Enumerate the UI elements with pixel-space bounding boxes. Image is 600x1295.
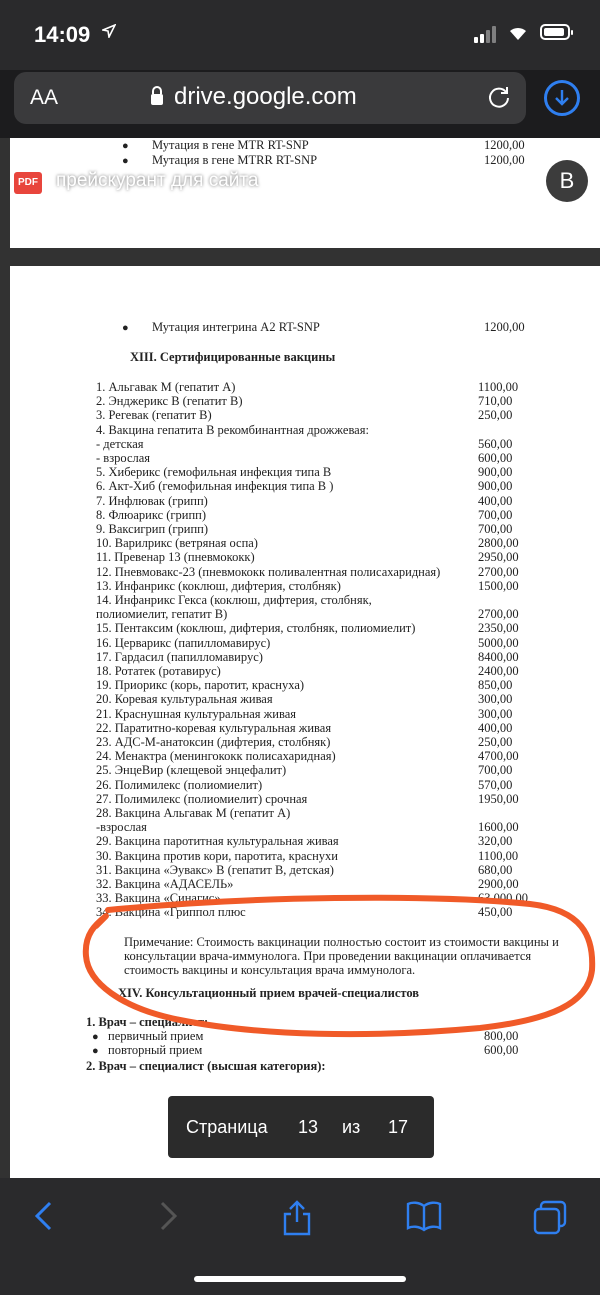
list-item-price: 1200,00 <box>484 153 525 167</box>
more-options-icon[interactable] <box>496 168 506 203</box>
url-text[interactable]: drive.google.com <box>174 83 357 110</box>
page-separator: из <box>342 1117 361 1137</box>
vaccine-price: 1600,00 <box>478 820 519 835</box>
list-item-label: повторный прием <box>108 1043 203 1057</box>
vaccine-label: 19. Приорикс (корь, паротит, краснуха) <box>96 678 305 693</box>
vaccine-label: полиомиелит, гепатит В) <box>96 607 228 622</box>
clock: 14:09 <box>34 22 91 47</box>
vaccine-label: 5. Хиберикс (гемофильная инфекция типа В <box>96 465 332 480</box>
vaccine-price: 710,00 <box>478 394 513 409</box>
vaccine-price: 560,00 <box>478 436 513 451</box>
vaccine-price: 2700,00 <box>478 607 519 622</box>
downloads-button[interactable] <box>544 80 580 116</box>
vaccine-price: 1950,00 <box>478 791 519 806</box>
vaccine-label: 23. АДС-М-анатоксин (дифтерия, столбняк) <box>96 735 331 749</box>
vaccine-price: 2350,00 <box>478 621 519 636</box>
forward-icon[interactable] <box>158 1200 180 1237</box>
vaccine-label: 32. Вакцина «АДАСЕЛЬ» <box>96 877 234 891</box>
list-item-price: 600,00 <box>484 1043 519 1057</box>
bullet: ● <box>122 155 129 167</box>
home-indicator <box>194 1276 406 1282</box>
vaccine-price: 900,00 <box>478 465 513 480</box>
vaccine-price: 250,00 <box>478 408 513 423</box>
vaccine-price: 1500,00 <box>478 578 519 593</box>
vaccine-label: 15. Пентаксим (коклюш, дифтерия, столбняк, полиомиелит) <box>96 621 416 636</box>
vaccine-price: 2950,00 <box>478 550 519 565</box>
vaccine-label: 7. Инфлювак (грипп) <box>96 493 208 508</box>
section-title: XIII. Сертифицированные вакцины <box>130 350 336 364</box>
vaccine-price: 680,00 <box>478 862 513 877</box>
page-label: Страница <box>186 1117 268 1137</box>
vaccine-price: 2400,00 <box>478 664 519 678</box>
vaccine-label: 10. Варилрикс (ветряная оспа) <box>96 536 258 551</box>
wifi-icon <box>506 22 530 47</box>
vaccine-label: 13. Инфанрикс (коклюш, дифтерия, столбняк) <box>96 578 341 593</box>
vaccine-label: 3. Регевак (гепатит В) <box>96 408 212 423</box>
vaccine-price: 1100,00 <box>478 848 519 863</box>
vaccine-label: 11. Превенар 13 (пневмококк) <box>96 550 255 565</box>
vaccine-price: 63 000,00 <box>478 891 528 906</box>
location-arrow-icon <box>102 24 116 42</box>
vaccine-label: 8. Флюарикс (грипп) <box>96 507 207 522</box>
vaccine-label: 18. Ротатек (ротавирус) <box>96 664 221 678</box>
vaccine-price: 4700,00 <box>478 749 519 764</box>
bullet: ● <box>92 1045 99 1057</box>
lock-icon <box>150 85 164 97</box>
bullet: ● <box>122 322 129 334</box>
share-icon[interactable] <box>282 1200 312 1241</box>
note-line: Примечание: Стоимость вакцинации полностью состоит из стоимости вакцины и <box>124 935 559 949</box>
list-item-label: Мутация в гене MTR RT-SNP <box>152 138 309 152</box>
vaccine-label: 2. Энджерикс В (гепатит В) <box>96 394 243 409</box>
vaccine-label: 25. ЭнцеВир (клещевой энцефалит) <box>96 763 287 778</box>
pdf-page <box>10 266 600 1178</box>
vaccine-price: 300,00 <box>478 692 513 707</box>
pdf-file-icon: PDF <box>14 172 42 194</box>
cellular-signal-icon <box>474 25 498 43</box>
vaccine-price: 320,00 <box>478 834 513 849</box>
bullet: ● <box>92 1031 99 1043</box>
vaccine-price: 2900,00 <box>478 877 519 891</box>
section-title: XIV. Консультационный прием врачей-специалистов <box>118 986 420 1000</box>
annotation-circle <box>10 886 600 1086</box>
vaccine-label: 20. Коревая культуральная живая <box>96 692 273 707</box>
specialist-heading: 2. Врач – специалист (высшая категория): <box>86 1059 326 1073</box>
vaccine-label: 33. Вакцина «Синагис» <box>96 891 221 906</box>
vaccine-label: -взрослая <box>96 820 147 835</box>
vaccine-label: 26. Полимилекс (полиомиелит) <box>96 777 263 792</box>
list-item-label: Мутация в гене MTRR RT-SNP <box>152 153 318 167</box>
vaccine-label: 9. Ваксигрип (грипп) <box>96 522 209 536</box>
bullet: ● <box>122 140 129 152</box>
page-indicator <box>168 1096 434 1158</box>
vaccine-price: 850,00 <box>478 678 513 693</box>
battery-icon <box>540 24 570 40</box>
list-item-label: первичный прием <box>108 1029 204 1043</box>
vaccine-price: 400,00 <box>478 720 513 735</box>
vaccine-price: 250,00 <box>478 735 513 749</box>
vaccine-label: 24. Менактра (менингококк полисахаридная) <box>96 749 336 764</box>
vaccine-price: 600,00 <box>478 451 513 465</box>
vaccine-label: 28. Вакцина Альгавак М (гепатит А) <box>96 806 291 820</box>
vaccine-label: 22. Паратитно-коревая культуральная живая <box>96 720 332 735</box>
current-page: 13 <box>298 1117 319 1137</box>
vaccine-label: 31. Вакцина «Эувакс» В (гепатит В, детская) <box>96 862 334 877</box>
vaccine-price: 570,00 <box>478 777 513 792</box>
text-size-button[interactable]: AA <box>30 86 59 109</box>
vaccine-price: 2800,00 <box>478 536 519 551</box>
list-item-label: Мутация интегрина А2 RT-SNP <box>152 320 320 334</box>
status-bar <box>0 0 600 70</box>
tabs-icon[interactable] <box>532 1200 568 1241</box>
vaccine-price: 1100,00 <box>478 380 519 394</box>
vaccine-label: 30. Вакцина против кори, паротита, краснухи <box>96 848 338 863</box>
address-bar[interactable] <box>14 72 526 124</box>
list-item-price: 1200,00 <box>484 138 525 152</box>
vaccine-label: 29. Вакцина паротитная культуральная живая <box>96 834 339 849</box>
note-line: консультации врача-иммунолога. При проведении вакцинации оплачивается <box>124 949 532 963</box>
vaccine-label: 12. Пневмовакс-23 (пневмококк поливалентная полисахаридная) <box>96 564 441 579</box>
list-item-price: 800,00 <box>484 1029 519 1043</box>
vaccine-label: 34. Вакцина «Гриппол плюс <box>96 905 246 920</box>
note-line: стоимость вакцины и консультация врача иммунолога. <box>124 963 416 977</box>
vaccine-price: 8400,00 <box>478 649 519 664</box>
vaccine-price: 450,00 <box>478 905 513 920</box>
vaccine-label: 6. Акт-Хиб (гемофильная инфекция типа В ) <box>96 479 334 494</box>
pdf-viewer[interactable] <box>0 138 600 1178</box>
vaccine-label: 17. Гардасил (папилломавирус) <box>96 649 263 664</box>
vaccine-label: - детская <box>96 436 144 451</box>
vaccine-price: 700,00 <box>478 522 513 536</box>
vaccine-label: 21. Краснушная культуральная живая <box>96 706 297 721</box>
vaccine-price: 700,00 <box>478 507 513 522</box>
vaccine-price: 5000,00 <box>478 635 519 650</box>
vaccine-label: 27. Полимилекс (полиомиелит) срочная <box>96 791 308 806</box>
vaccine-label: - взрослая <box>96 451 151 465</box>
bookmarks-icon[interactable] <box>406 1200 442 1237</box>
total-pages: 17 <box>388 1117 409 1137</box>
vaccine-label: 14. Инфанрикс Гекса (коклюш, дифтерия, столбняк, <box>96 593 372 607</box>
vaccine-price: 700,00 <box>478 763 513 778</box>
vaccine-price: 400,00 <box>478 493 513 508</box>
vaccine-label: 16. Церварикс (папилломавирус) <box>96 635 271 650</box>
account-avatar[interactable]: B <box>546 160 588 202</box>
download-icon[interactable] <box>418 170 444 203</box>
vaccine-price: 2700,00 <box>478 564 519 579</box>
vaccine-label: 1. Альгавак М (гепатит А) <box>96 380 236 394</box>
pdf-title: прейскурант для сайта <box>56 170 259 191</box>
reload-icon[interactable] <box>486 84 512 117</box>
list-item-price: 1200,00 <box>484 320 525 334</box>
specialist-heading: 1. Врач – специалист: <box>86 1015 209 1029</box>
back-icon[interactable] <box>32 1200 54 1237</box>
vaccine-label: 4. Вакцина гепатита В рекомбинантная дрожжевая: <box>96 422 369 437</box>
vaccine-price: 300,00 <box>478 706 513 721</box>
vaccine-price: 900,00 <box>478 479 513 494</box>
